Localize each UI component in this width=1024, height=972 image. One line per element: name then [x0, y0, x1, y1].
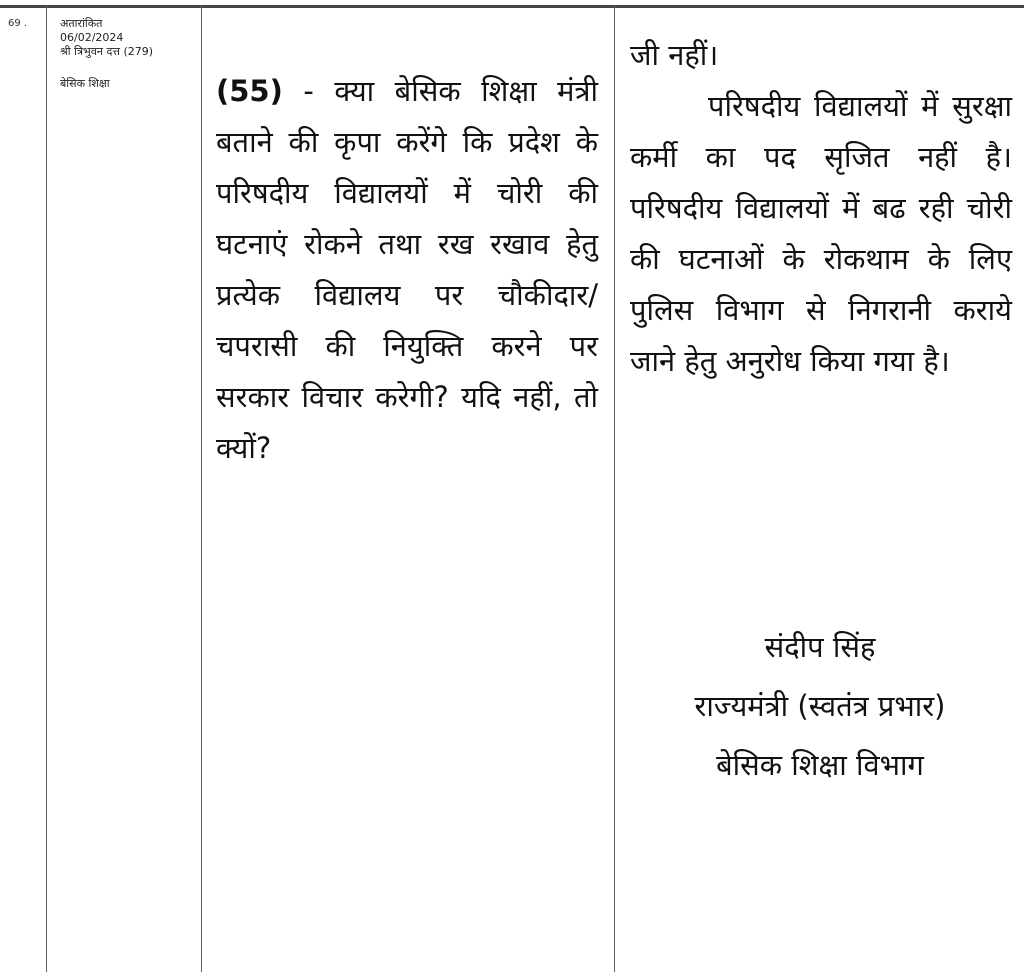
department-name: बेसिक शिक्षा: [60, 77, 110, 90]
signature-block: [616, 618, 1024, 795]
serial-number: 69 .: [8, 18, 28, 29]
question-body: - क्या बेसिक शिक्षा मंत्री बताने की कृपा करेंगे कि प्रदेश के परिषदीय विद्यालयों में चोरी की घटनाएं रोकने तथा रख रखाव हेतु प्रत्येक विद्यालय पर चौकीदार/चपरासी की नियुक्ति करने पर सरकार विचार करेगी? यदि नहीं, तो क्यों?: [216, 74, 598, 465]
answer-paragraph: परिषदीय विद्यालयों में सुरक्षा कर्मी का पद सृजित नहीं है। परिषदीय विद्यालयों में बढ रही चोरी की घटनाओं के रोकथाम के लिए पुलिस विभाग से निगरानी कराये जाने हेतु अनुरोध किया गया है।: [630, 89, 1012, 378]
member-name: श्री त्रिभुवन दत्त (279): [60, 45, 154, 58]
answer-text: [630, 30, 1012, 387]
question-number: (55): [216, 74, 283, 108]
signatory-designation: राज्यमंत्री (स्वतंत्र प्रभार): [694, 689, 946, 723]
question-meta: [60, 17, 153, 91]
question-date: 06/02/2024: [60, 31, 124, 44]
table-top-border: [0, 5, 1024, 8]
signatory-department: बेसिक शिक्षा विभाग: [716, 748, 924, 782]
question-category: अतारांकित: [60, 17, 103, 30]
question-text: [216, 66, 598, 474]
column-divider-3: [614, 5, 615, 972]
column-divider-2: [201, 5, 202, 972]
signatory-name: संदीप सिंह: [764, 630, 876, 664]
answer-first-line: जी नहीं।: [630, 38, 719, 72]
column-divider-1: [46, 5, 47, 972]
